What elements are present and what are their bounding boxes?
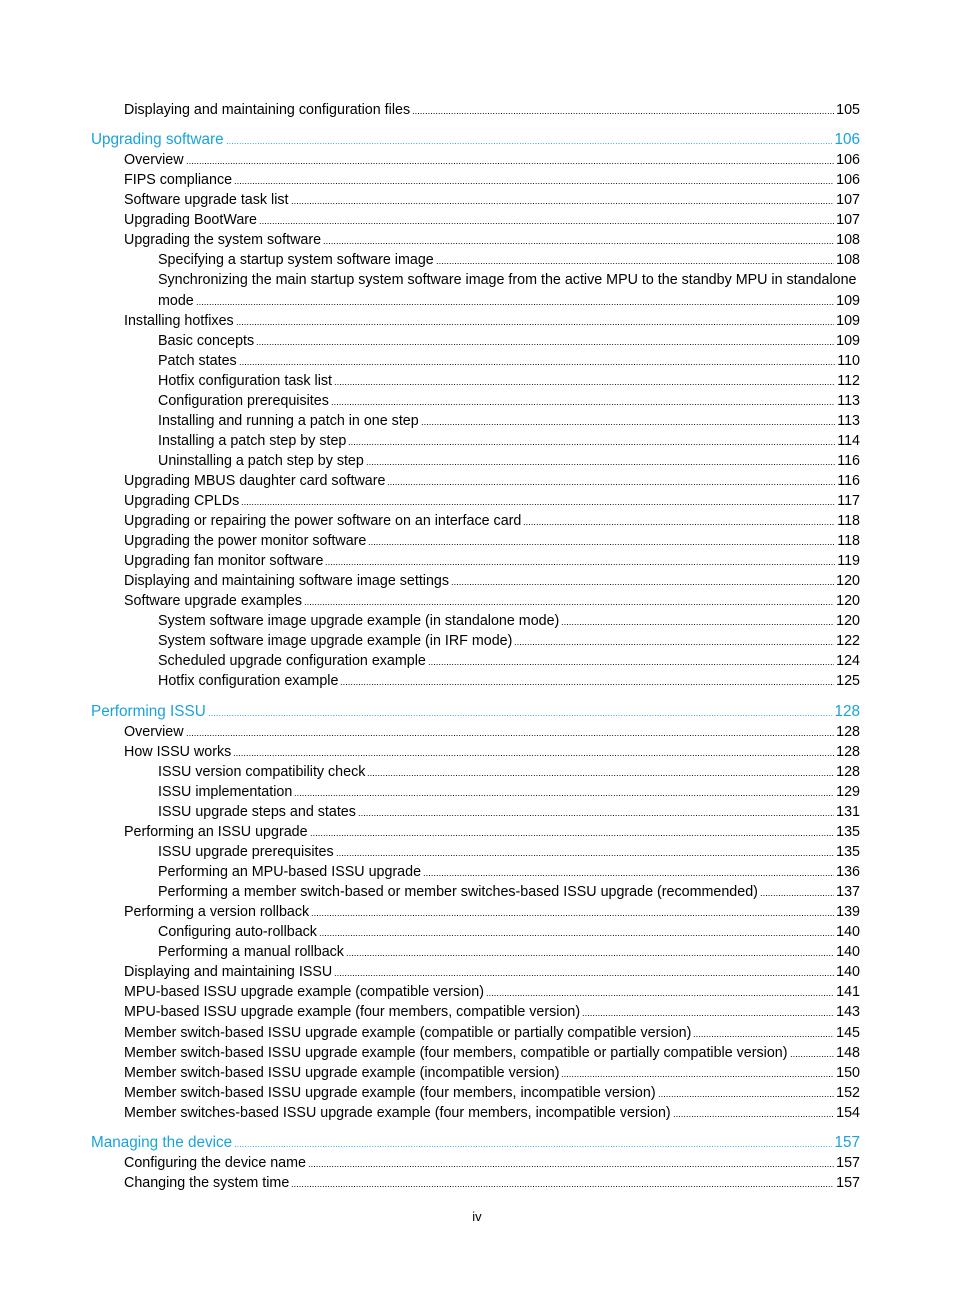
dot-leader bbox=[226, 143, 833, 144]
toc-entry-title: Managing the device bbox=[91, 1134, 233, 1151]
toc-page-number: 119 bbox=[837, 553, 860, 569]
toc-page-number: 107 bbox=[836, 192, 860, 208]
toc-subsection-link[interactable] bbox=[158, 631, 860, 651]
toc-page-number: 105 bbox=[836, 102, 860, 118]
toc-section-link[interactable] bbox=[124, 150, 860, 170]
toc-section-link[interactable] bbox=[124, 210, 860, 230]
dot-leader bbox=[673, 1116, 834, 1117]
toc-page-number: 148 bbox=[836, 1045, 860, 1061]
toc-chapter-link[interactable] bbox=[91, 130, 860, 150]
dot-leader bbox=[428, 664, 834, 665]
toc-entry-title: Performing an ISSU upgrade bbox=[124, 824, 308, 840]
toc-section-link[interactable] bbox=[124, 591, 860, 611]
toc-entry-title: Upgrading MBUS daughter card software bbox=[124, 473, 386, 489]
toc-entry-title: Upgrading the power monitor software bbox=[124, 533, 367, 549]
toc-subsection-link[interactable] bbox=[158, 250, 860, 270]
toc-page-number: 109 bbox=[836, 333, 860, 349]
toc-page-number: 114 bbox=[837, 433, 860, 449]
toc-page-number: 157 bbox=[836, 1155, 860, 1171]
toc-entry-title: Member switch-based ISSU upgrade example (four members, compatible or partially compatible version) bbox=[124, 1045, 788, 1061]
toc-page-number: 106 bbox=[834, 131, 860, 148]
toc-subsection-link[interactable] bbox=[158, 882, 860, 902]
toc-entry-title: Specifying a startup system software image bbox=[158, 252, 434, 268]
toc-section-link[interactable] bbox=[124, 962, 860, 982]
toc-page-number: 136 bbox=[836, 864, 860, 880]
dot-leader bbox=[693, 1036, 834, 1037]
toc-section-link[interactable] bbox=[124, 1083, 860, 1103]
toc-entry-title: Hotfix configuration task list bbox=[158, 373, 333, 389]
toc-page-number: 110 bbox=[837, 353, 860, 369]
toc-entry-title: How ISSU works bbox=[124, 744, 232, 760]
toc-entry-title: FIPS compliance bbox=[124, 172, 233, 188]
toc-page-number: 120 bbox=[836, 593, 860, 609]
toc-section-link[interactable] bbox=[124, 190, 860, 210]
toc-section-link[interactable] bbox=[124, 230, 860, 250]
dot-leader bbox=[310, 835, 835, 836]
toc-subsection-link[interactable] bbox=[158, 922, 860, 942]
dot-leader bbox=[346, 955, 834, 956]
dot-leader bbox=[259, 223, 834, 224]
toc-subsection-link[interactable] bbox=[158, 842, 860, 862]
dot-leader bbox=[196, 304, 834, 305]
toc-section-link[interactable] bbox=[124, 100, 860, 120]
dot-leader bbox=[186, 163, 835, 164]
toc-entry-title: Patch states bbox=[158, 353, 237, 369]
toc-page-number: 109 bbox=[836, 313, 860, 329]
dot-leader bbox=[334, 384, 835, 385]
dot-leader bbox=[366, 464, 835, 465]
toc-section-link[interactable] bbox=[124, 311, 860, 331]
dot-leader bbox=[368, 544, 835, 545]
toc-entry-title: Installing and running a patch in one step bbox=[158, 413, 419, 429]
toc-entry-title: Upgrading the system software bbox=[124, 232, 322, 248]
toc-entry-title: Installing a patch step by step bbox=[158, 433, 347, 449]
toc-entry-title: Upgrading CPLDs bbox=[124, 493, 240, 509]
toc-page-number: 124 bbox=[836, 653, 860, 669]
dot-leader bbox=[325, 564, 835, 565]
toc-page-number: 107 bbox=[836, 212, 860, 228]
toc-page-number: 108 bbox=[836, 232, 860, 248]
toc-entry-title: Member switch-based ISSU upgrade example (four members, incompatible version) bbox=[124, 1085, 656, 1101]
toc-entry-title: Software upgrade examples bbox=[124, 593, 303, 609]
toc-page-number: 157 bbox=[836, 1175, 860, 1191]
toc-entry-title: Displaying and maintaining configuration files bbox=[124, 102, 411, 118]
dot-leader bbox=[334, 975, 834, 976]
toc-page-number: 118 bbox=[837, 533, 860, 549]
toc-section-link[interactable] bbox=[124, 170, 860, 190]
toc-page-number: 116 bbox=[837, 453, 860, 469]
dot-leader bbox=[304, 604, 834, 605]
toc-entry-title: Uninstalling a patch step by step bbox=[158, 453, 364, 469]
toc-page-number: 120 bbox=[836, 573, 860, 589]
toc-section-link[interactable] bbox=[124, 822, 860, 842]
dot-leader bbox=[486, 995, 834, 996]
dot-leader bbox=[236, 324, 834, 325]
toc-subsection-link[interactable] bbox=[158, 762, 860, 782]
toc-entry-title: Synchronizing the main startup system software image from the active MPU to the standby MPU in standalone bbox=[158, 272, 857, 288]
toc-subsection-link[interactable] bbox=[158, 862, 860, 882]
toc-subsection-link[interactable] bbox=[158, 611, 860, 631]
toc-subsection-link[interactable] bbox=[158, 802, 860, 822]
dot-leader bbox=[412, 113, 834, 114]
toc-page-number: 150 bbox=[836, 1065, 860, 1081]
dot-leader bbox=[308, 1166, 834, 1167]
dot-leader bbox=[658, 1096, 835, 1097]
toc-page-number: 112 bbox=[837, 373, 860, 389]
dot-leader bbox=[294, 795, 834, 796]
toc-section-link[interactable] bbox=[124, 902, 860, 922]
dot-leader bbox=[311, 915, 834, 916]
toc-page-number: 128 bbox=[836, 764, 860, 780]
toc-page-number: 157 bbox=[834, 1134, 860, 1151]
toc-entry-title: Performing an MPU-based ISSU upgrade bbox=[158, 864, 422, 880]
dot-leader bbox=[331, 404, 835, 405]
dot-leader bbox=[387, 484, 835, 485]
toc-entry-title: Configuration prerequisites bbox=[158, 393, 329, 409]
toc-entry-title: Displaying and maintaining software image settings bbox=[124, 573, 450, 589]
toc-subsection-link[interactable] bbox=[158, 391, 860, 411]
dot-leader bbox=[291, 203, 835, 204]
dot-leader bbox=[323, 243, 834, 244]
toc-entry-title: Member switches-based ISSU upgrade example (four members, incompatible version) bbox=[124, 1105, 671, 1121]
toc-subsection-link[interactable] bbox=[158, 671, 860, 691]
toc-subsection-link[interactable] bbox=[158, 351, 860, 371]
toc-entry-title: Performing a version rollback bbox=[124, 904, 310, 920]
toc-entry-title: Configuring auto-rollback bbox=[158, 924, 317, 940]
toc-page-number: 154 bbox=[836, 1105, 860, 1121]
toc-page-number: 135 bbox=[836, 824, 860, 840]
toc-entry-title: MPU-based ISSU upgrade example (compatible version) bbox=[124, 984, 484, 1000]
toc-chapter-link[interactable] bbox=[91, 1133, 860, 1153]
toc-entry-title: Upgrading software bbox=[91, 131, 224, 148]
dot-leader bbox=[336, 855, 835, 856]
dot-leader bbox=[790, 1056, 835, 1057]
toc-page-number: 116 bbox=[837, 473, 860, 489]
toc-entry-title: Upgrading BootWare bbox=[124, 212, 257, 228]
toc-subsection-link[interactable] bbox=[158, 782, 860, 802]
toc-subsection-link[interactable] bbox=[158, 270, 864, 290]
toc-page-number: 141 bbox=[836, 984, 860, 1000]
toc-page-number: 108 bbox=[836, 252, 860, 268]
toc-page-number: 113 bbox=[837, 393, 860, 409]
dot-leader bbox=[348, 444, 835, 445]
toc-section-link[interactable] bbox=[124, 722, 860, 742]
toc-section-link[interactable] bbox=[124, 1063, 860, 1083]
toc-entry-title: Member switch-based ISSU upgrade example (incompatible version) bbox=[124, 1065, 560, 1081]
toc-entry-title: Scheduled upgrade configuration example bbox=[158, 653, 426, 669]
dot-leader bbox=[340, 684, 834, 685]
toc-entry-title: Performing a member switch-based or member switches-based ISSU upgrade (recommended) bbox=[158, 884, 758, 900]
toc-entry-title: Installing hotfixes bbox=[124, 313, 234, 329]
toc-entry-title: Displaying and maintaining ISSU bbox=[124, 964, 333, 980]
toc-page-number: 113 bbox=[837, 413, 860, 429]
dot-leader bbox=[760, 895, 834, 896]
dot-leader bbox=[256, 344, 834, 345]
toc-entry-title: ISSU version compatibility check bbox=[158, 764, 366, 780]
toc-entry-title: Performing a manual rollback bbox=[158, 944, 344, 960]
toc-page-number: 139 bbox=[836, 904, 860, 920]
toc-subsection-link[interactable] bbox=[158, 331, 860, 351]
dot-leader bbox=[423, 875, 834, 876]
toc-page-number: 128 bbox=[836, 724, 860, 740]
toc-entry-title: Basic concepts bbox=[158, 333, 255, 349]
toc-entry-title: Overview bbox=[124, 724, 184, 740]
toc-entry-title: mode bbox=[158, 293, 194, 309]
toc-subsection-link[interactable] bbox=[158, 942, 860, 962]
toc-page-number: 131 bbox=[836, 804, 860, 820]
toc-page-number: 145 bbox=[836, 1025, 860, 1041]
toc-entry-title: MPU-based ISSU upgrade example (four members, compatible version) bbox=[124, 1004, 581, 1020]
toc-page-number: 125 bbox=[836, 673, 860, 689]
toc-page-number: 143 bbox=[836, 1004, 860, 1020]
dot-leader bbox=[561, 1076, 834, 1077]
toc-entry-title: System software image upgrade example (in IRF mode) bbox=[158, 633, 513, 649]
toc-entry-title: Software upgrade task list bbox=[124, 192, 289, 208]
toc-page-number: 140 bbox=[836, 944, 860, 960]
dot-leader bbox=[208, 715, 833, 716]
dot-leader bbox=[582, 1015, 834, 1016]
toc-page-number: 128 bbox=[836, 744, 860, 760]
toc-page-number: 109 bbox=[836, 293, 860, 309]
toc-entry-title: Configuring the device name bbox=[124, 1155, 306, 1171]
toc-entry-title: Hotfix configuration example bbox=[158, 673, 339, 689]
toc-entry-title: Overview bbox=[124, 152, 184, 168]
toc-page-number: 140 bbox=[836, 964, 860, 980]
dot-leader bbox=[421, 424, 835, 425]
toc-page-number: 152 bbox=[836, 1085, 860, 1101]
toc-subsection-link[interactable] bbox=[158, 291, 860, 311]
dot-leader bbox=[186, 735, 835, 736]
toc-page-number: 137 bbox=[836, 884, 860, 900]
toc-entry-title: Performing ISSU bbox=[91, 703, 206, 720]
toc-section-link[interactable] bbox=[124, 511, 860, 531]
dot-leader bbox=[358, 815, 834, 816]
toc-entry-title: ISSU implementation bbox=[158, 784, 293, 800]
dot-leader bbox=[367, 775, 834, 776]
dot-leader bbox=[561, 624, 834, 625]
dot-leader bbox=[233, 755, 834, 756]
toc-section-link[interactable] bbox=[124, 491, 860, 511]
toc-section-link[interactable] bbox=[124, 742, 860, 762]
toc-section-link[interactable] bbox=[124, 551, 860, 571]
toc-page-number: 122 bbox=[836, 633, 860, 649]
toc-page-number: 129 bbox=[836, 784, 860, 800]
page-number: iv bbox=[472, 1209, 482, 1224]
toc-page-number: 106 bbox=[836, 172, 860, 188]
toc-entry-title: Changing the system time bbox=[124, 1175, 290, 1191]
dot-leader bbox=[241, 504, 835, 505]
toc-section-link[interactable] bbox=[124, 1173, 860, 1193]
toc-section-link[interactable] bbox=[124, 1153, 860, 1173]
toc-section-link[interactable] bbox=[124, 471, 860, 491]
toc-subsection-link[interactable] bbox=[158, 411, 860, 431]
toc-subsection-link[interactable] bbox=[158, 451, 860, 471]
toc-page-number: 140 bbox=[836, 924, 860, 940]
dot-leader bbox=[523, 524, 835, 525]
dot-leader bbox=[234, 183, 834, 184]
toc-entry-title: Upgrading fan monitor software bbox=[124, 553, 324, 569]
toc-section-link[interactable] bbox=[124, 1023, 860, 1043]
toc-page-number: 135 bbox=[836, 844, 860, 860]
toc-entry-title: Member switch-based ISSU upgrade example (compatible or partially compatible version) bbox=[124, 1025, 692, 1041]
toc-section-link[interactable] bbox=[124, 1043, 860, 1063]
dot-leader bbox=[451, 584, 834, 585]
toc-entry-title: ISSU upgrade prerequisites bbox=[158, 844, 334, 860]
toc-page-number: 128 bbox=[834, 703, 860, 720]
toc-entry-title: Upgrading or repairing the power software on an interface card bbox=[124, 513, 522, 529]
toc-entry-title: System software image upgrade example (in standalone mode) bbox=[158, 613, 560, 629]
toc-chapter-link[interactable] bbox=[91, 702, 860, 722]
toc-page-number: 117 bbox=[837, 493, 860, 509]
toc-subsection-link[interactable] bbox=[158, 431, 860, 451]
dot-leader bbox=[239, 364, 836, 365]
toc-section-link[interactable] bbox=[124, 531, 860, 551]
toc-page-number: 120 bbox=[836, 613, 860, 629]
dot-leader bbox=[436, 263, 834, 264]
toc-section-link[interactable] bbox=[124, 1103, 860, 1123]
toc-subsection-link[interactable] bbox=[158, 651, 860, 671]
toc-section-link[interactable] bbox=[124, 982, 860, 1002]
toc-page-number: 106 bbox=[836, 152, 860, 168]
toc-section-link[interactable] bbox=[124, 1002, 860, 1022]
dot-leader bbox=[234, 1146, 832, 1147]
toc-entry-title: ISSU upgrade steps and states bbox=[158, 804, 356, 820]
toc-subsection-link[interactable] bbox=[158, 371, 860, 391]
toc-section-link[interactable] bbox=[124, 571, 860, 591]
dot-leader bbox=[291, 1186, 834, 1187]
dot-leader bbox=[514, 644, 834, 645]
dot-leader bbox=[319, 935, 834, 936]
toc-page-number: 118 bbox=[837, 513, 860, 529]
